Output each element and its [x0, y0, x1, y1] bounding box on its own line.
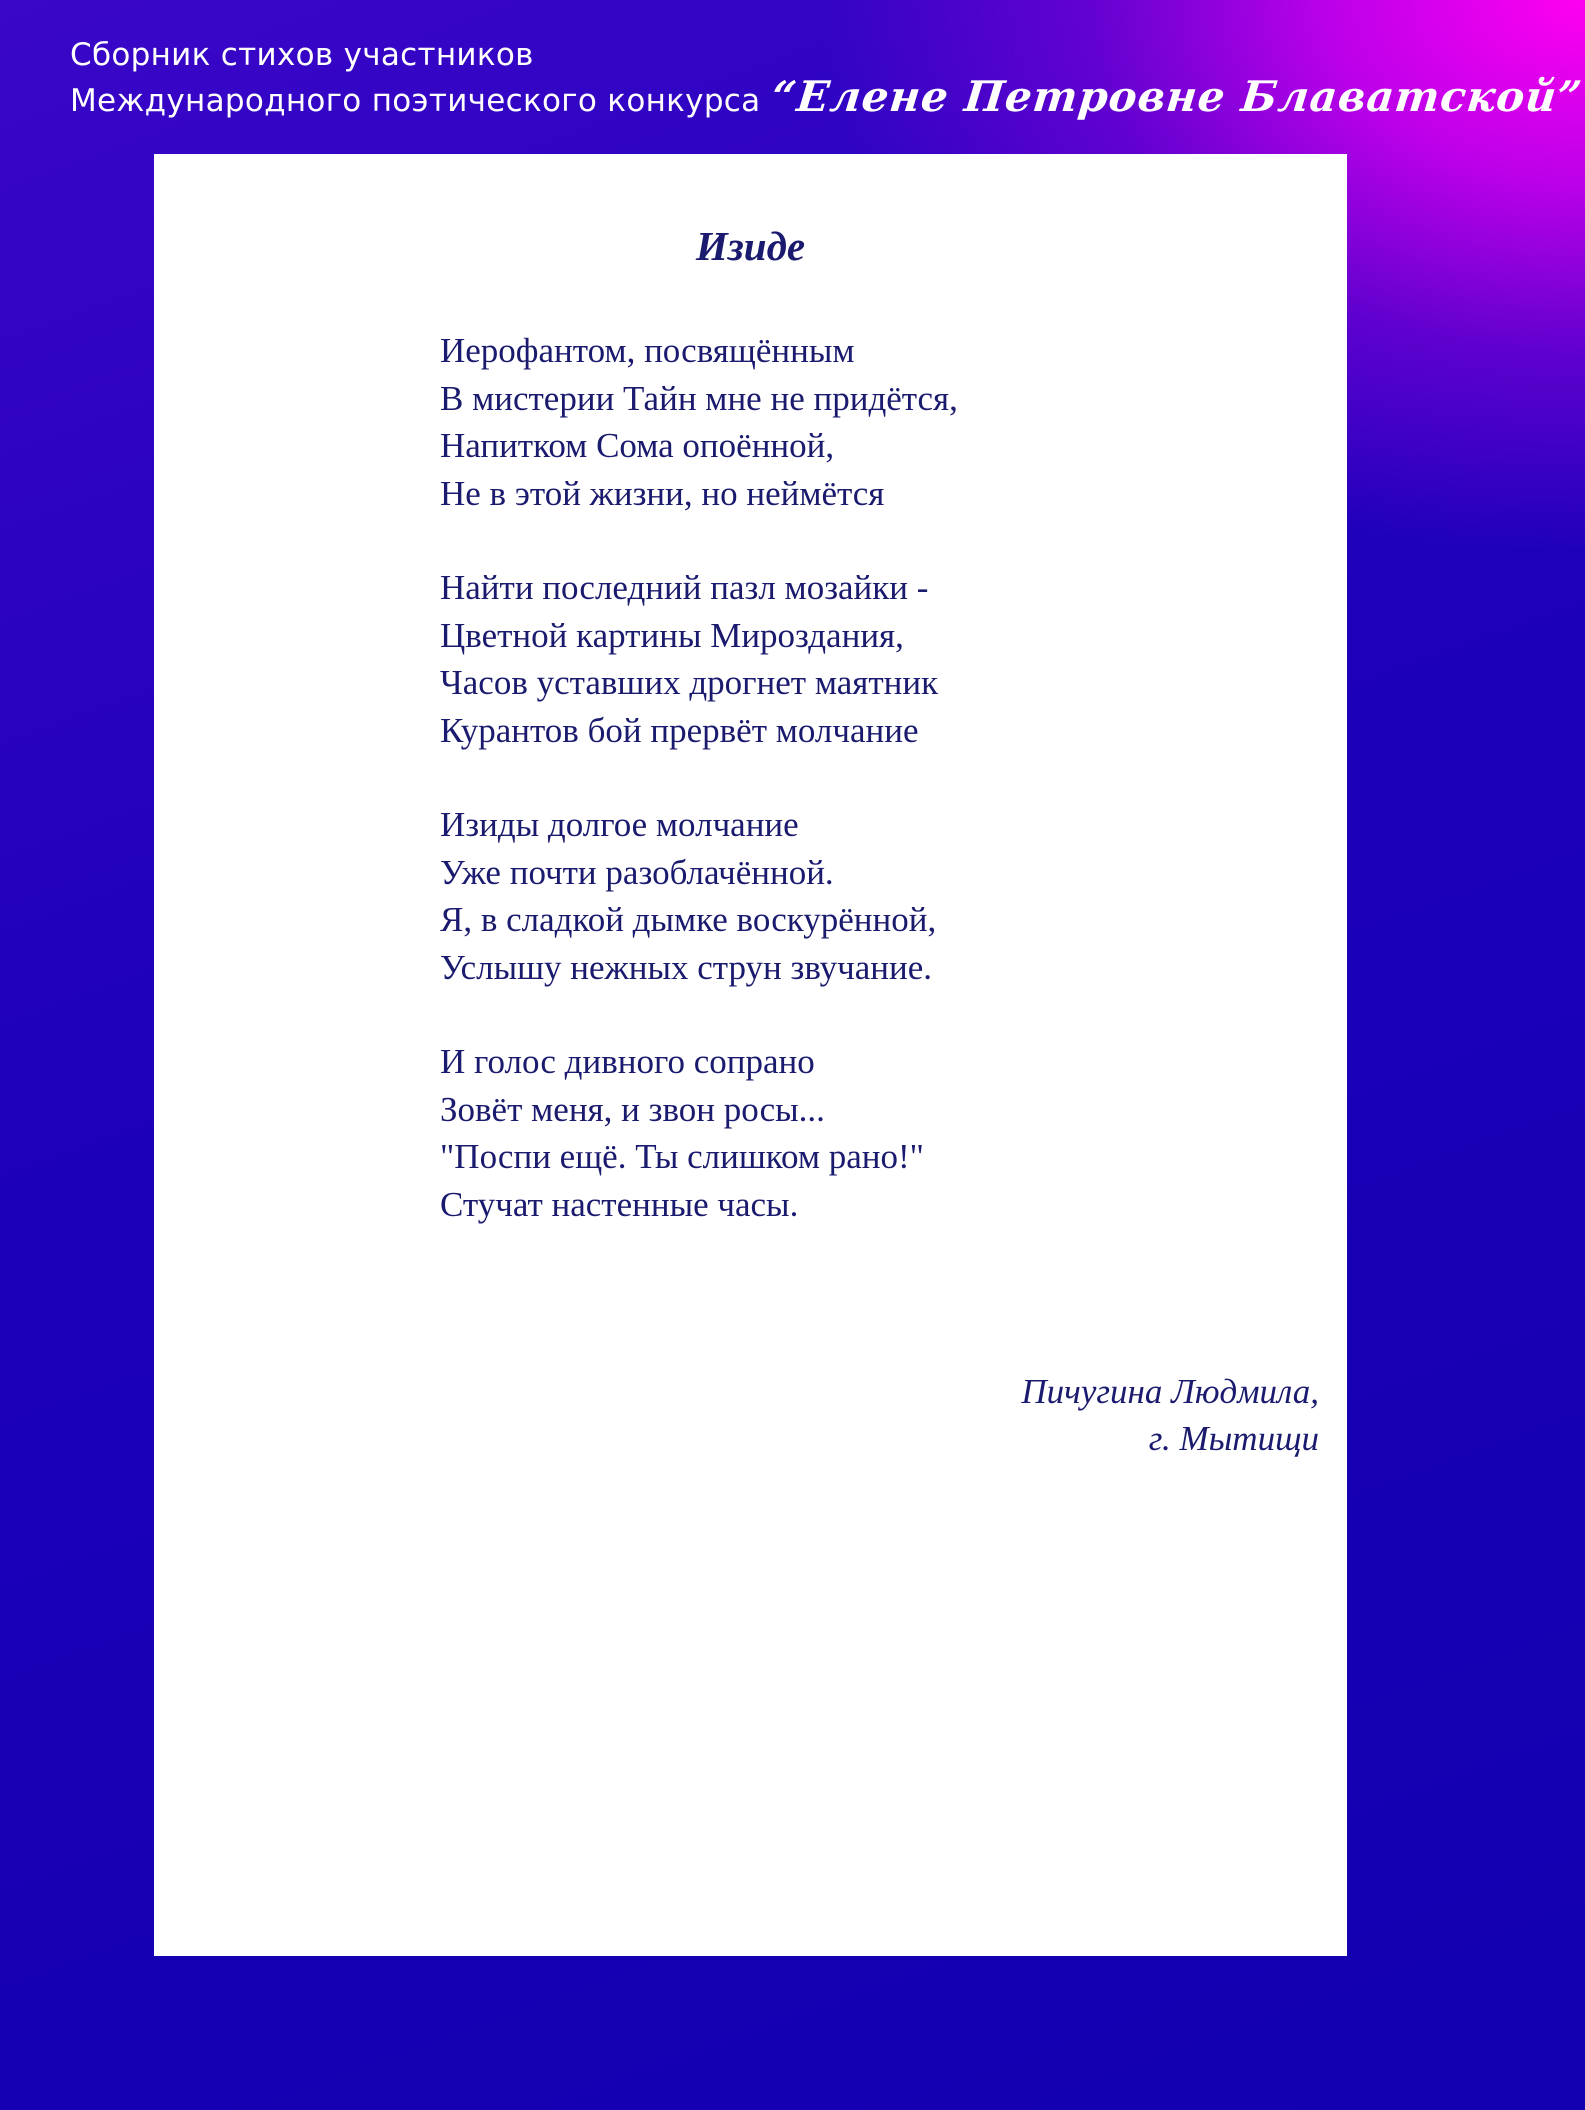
- header-line-2: [70, 72, 1585, 122]
- verse-line: Напитком Сома опоённой,: [440, 426, 835, 465]
- stanza-3: [440, 801, 1240, 991]
- verse-line: Я, в сладкой дымке воскурённой,: [440, 900, 937, 939]
- author-city: г. Мытищи: [1148, 1419, 1319, 1458]
- verse-line: Изиды долгое молчание: [440, 805, 799, 844]
- stanza-1: [440, 327, 1240, 517]
- verse-line: Часов уставших дрогнет маятник: [440, 663, 939, 702]
- author-signature: [1021, 1368, 1319, 1462]
- contest-name: “Елене Петровне Блаватской”: [769, 72, 1585, 121]
- poem-page: [154, 154, 1347, 1956]
- collection-header: [70, 34, 1585, 134]
- verse-line: В мистерии Тайн мне не придётся,: [440, 378, 958, 418]
- verse-line: Иерофантом, посвящённым: [440, 331, 855, 370]
- verse-line: Найти последний пазл мозайки -: [440, 568, 929, 607]
- author-name: Пичугина Людмила,: [1021, 1372, 1319, 1411]
- header-line-1: Сборник стихов участников: [70, 37, 534, 73]
- header-line-2-text: Международного поэтического конкурса: [70, 83, 761, 119]
- verse-line: Уже почти разоблачённой.: [440, 852, 834, 892]
- verse-line: Не в этой жизни, но неймётся: [440, 473, 885, 513]
- verse-line: Стучат настенные часы.: [440, 1184, 799, 1224]
- verse-line: Услышу нежных струн звучание.: [440, 947, 933, 987]
- poem-body: [440, 327, 1240, 1275]
- verse-line: "Поспи ещё. Ты слишком рано!": [440, 1137, 924, 1176]
- stanza-4: [440, 1038, 1240, 1228]
- poem-title: Изиде: [695, 223, 806, 269]
- stanza-2: [440, 564, 1240, 754]
- verse-line: Зовёт меня, и звон росы...: [440, 1089, 825, 1129]
- verse-line: И голос дивного сопрано: [440, 1042, 815, 1081]
- verse-line: Цветной картины Мироздания,: [440, 615, 904, 655]
- verse-line: Курантов бой прервёт молчание: [440, 710, 919, 750]
